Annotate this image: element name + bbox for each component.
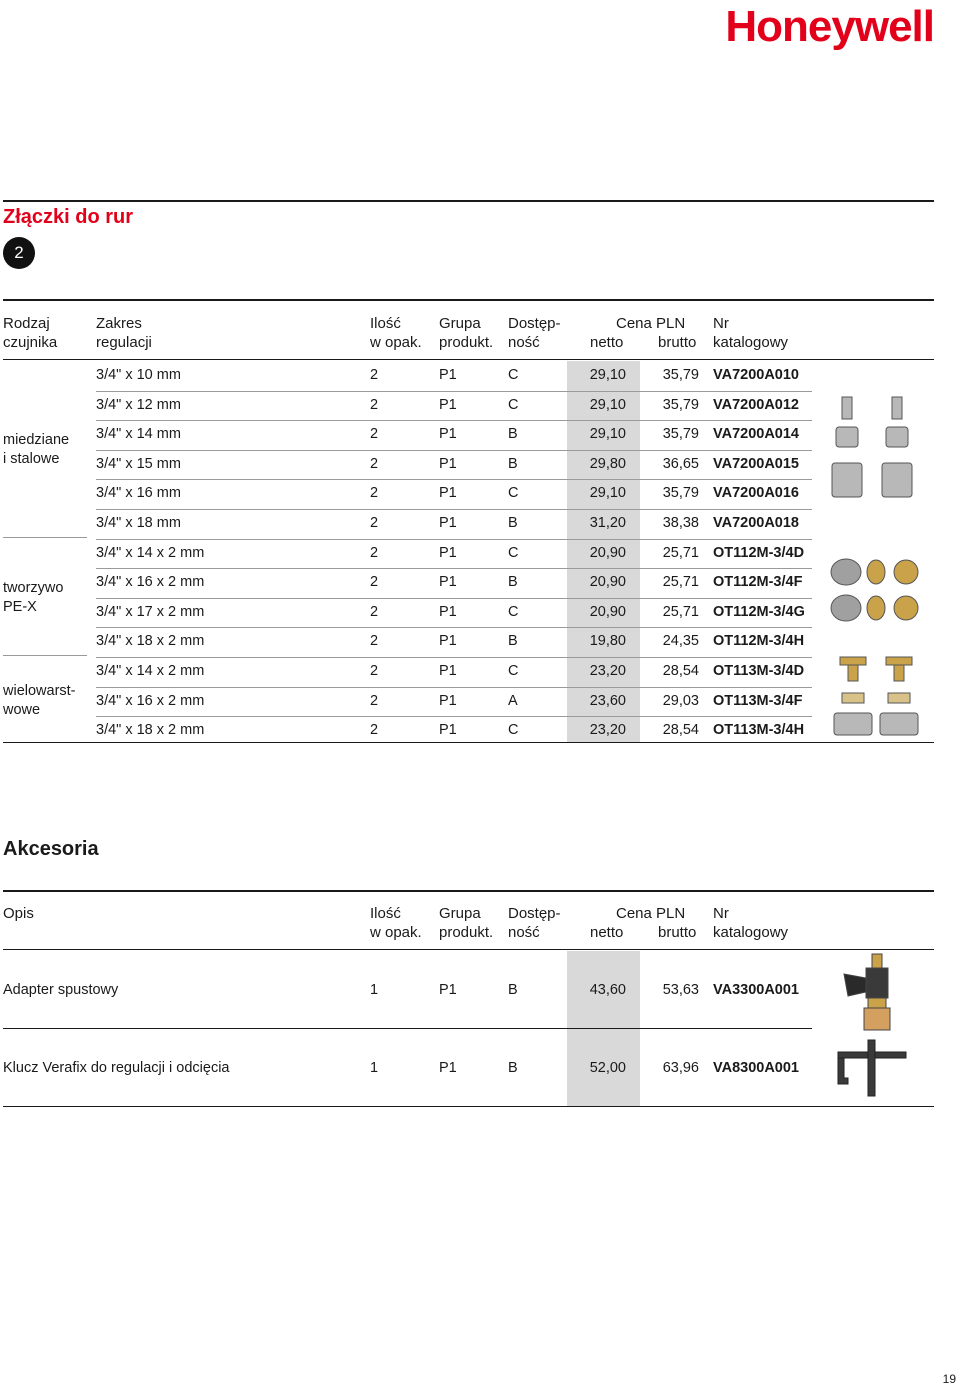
cell-catalog: VA7200A010 — [713, 367, 799, 383]
section-number-badge: 2 — [3, 237, 35, 269]
cell-group: P1 — [439, 603, 457, 620]
cell-netto: 29,10 — [589, 485, 626, 502]
cell-availability: A — [508, 692, 518, 709]
row-separator — [96, 391, 812, 392]
cell-netto: 23,20 — [589, 722, 626, 739]
cell-netto: 20,90 — [589, 544, 626, 561]
cell-availability: C — [508, 367, 519, 383]
cell-qty: 2 — [370, 396, 379, 413]
cell-catalog: OT112M-3/4D — [713, 544, 805, 561]
header-netto: netto — [590, 334, 624, 351]
header-availability: Dostęp- ność — [508, 315, 561, 351]
cell-brutto: 53,63 — [662, 982, 699, 998]
header-qty: Ilość w opak. — [370, 905, 422, 941]
section-title: Złączki do rur — [3, 206, 134, 228]
cell-description: Klucz Verafix do regulacji i odcięcia — [3, 1060, 230, 1076]
cell-qty: 2 — [370, 485, 379, 502]
cell-range: 3/4" x 14 mm — [96, 426, 181, 443]
header-price: Cena PLN — [616, 905, 686, 922]
cell-qty: 2 — [370, 574, 379, 591]
group-label-pex: tworzywo PE-X — [3, 580, 64, 615]
cell-availability: C — [508, 485, 519, 502]
section-divider — [3, 200, 934, 202]
table-top-rule — [3, 299, 934, 301]
cell-brutto: 24,35 — [662, 633, 699, 650]
row-separator — [96, 627, 812, 628]
cell-qty: 2 — [370, 426, 379, 443]
cell-group: P1 — [439, 455, 457, 472]
cell-group: P1 — [439, 982, 457, 998]
cell-netto: 20,90 — [589, 574, 626, 591]
cell-availability: B — [508, 515, 518, 531]
cell-catalog: VA7200A016 — [713, 485, 799, 502]
cell-availability: B — [508, 633, 518, 650]
cell-qty: 2 — [370, 515, 379, 531]
cell-netto: 23,20 — [589, 663, 626, 679]
cell-brutto: 29,03 — [662, 692, 699, 709]
cell-availability: B — [508, 426, 518, 443]
cell-range: 3/4" x 18 x 2 mm — [96, 722, 205, 739]
cell-qty: 2 — [370, 603, 379, 620]
cell-availability: C — [508, 396, 519, 413]
cell-range: 3/4" x 15 mm — [96, 455, 181, 472]
header-type: Rodzaj czujnika — [3, 315, 58, 351]
pex-fitting-image — [830, 556, 922, 626]
cell-group: P1 — [439, 1060, 457, 1076]
cell-qty: 2 — [370, 722, 379, 739]
row-separator — [96, 509, 812, 510]
cell-availability: C — [508, 603, 519, 620]
header-bottom-rule — [3, 359, 934, 360]
cell-netto: 29,10 — [589, 426, 626, 443]
cell-qty: 2 — [370, 633, 379, 650]
header-price: Cena PLN — [616, 315, 686, 332]
header-brutto: brutto — [658, 924, 697, 941]
cell-group: P1 — [439, 367, 457, 383]
cell-brutto: 25,71 — [662, 603, 699, 620]
cell-brutto: 35,79 — [662, 485, 699, 502]
cell-netto: 31,20 — [589, 515, 626, 531]
cell-range: 3/4" x 14 x 2 mm — [96, 663, 205, 679]
header-availability: Dostęp- ność — [508, 905, 561, 941]
cell-group: P1 — [439, 633, 457, 650]
cell-catalog: OT113M-3/4D — [713, 663, 805, 679]
row-separator — [96, 479, 812, 480]
cell-brutto: 28,54 — [662, 722, 699, 739]
cell-range: 3/4" x 14 x 2 mm — [96, 544, 205, 561]
cell-group: P1 — [439, 544, 457, 561]
cell-range: 3/4" x 12 mm — [96, 396, 181, 413]
cell-qty: 2 — [370, 367, 379, 383]
group-label-copper-steel: miedziane i stalowe — [3, 432, 70, 467]
cell-description: Adapter spustowy — [3, 982, 119, 998]
cell-brutto: 35,79 — [662, 426, 699, 443]
accessories-top-rule — [3, 890, 934, 892]
accessories-bottom-rule — [3, 1106, 934, 1107]
cell-qty: 1 — [370, 1060, 379, 1076]
cell-qty: 2 — [370, 455, 379, 472]
cell-brutto: 25,71 — [662, 574, 699, 591]
cell-catalog: OT112M-3/4F — [713, 574, 803, 591]
cell-qty: 2 — [370, 663, 379, 679]
cell-brutto: 38,38 — [662, 515, 699, 531]
cell-catalog: OT112M-3/4G — [713, 603, 805, 620]
group-label-multilayer: wielowarst- wowe — [3, 683, 76, 718]
header-netto: netto — [590, 924, 624, 941]
brass-compression-fitting-image — [830, 395, 934, 507]
cell-availability: B — [508, 982, 518, 998]
cell-catalog: VA3300A001 — [713, 982, 799, 998]
cell-range: 3/4" x 16 x 2 mm — [96, 692, 205, 709]
cell-availability: B — [508, 1060, 518, 1076]
cell-netto: 52,00 — [589, 1060, 626, 1076]
cell-availability: B — [508, 574, 518, 591]
cell-catalog: OT113M-3/4H — [713, 722, 805, 739]
cell-range: 3/4" x 16 mm — [96, 485, 181, 502]
cell-group: P1 — [439, 485, 457, 502]
cell-qty: 2 — [370, 692, 379, 709]
header-catalog: Nr katalogowy — [713, 905, 789, 941]
row-separator — [96, 598, 812, 599]
row-separator — [96, 420, 812, 421]
row-separator — [96, 568, 812, 569]
cell-group: P1 — [439, 426, 457, 443]
cell-range: 3/4" x 17 x 2 mm — [96, 603, 205, 620]
cell-qty: 1 — [370, 982, 379, 998]
page-number: 19 — [942, 1372, 956, 1386]
cell-netto: 19,80 — [589, 633, 626, 650]
cell-catalog: VA7200A014 — [713, 426, 799, 443]
cell-catalog: VA7200A018 — [713, 515, 799, 531]
row-separator — [96, 657, 812, 658]
cell-netto: 29,10 — [589, 367, 626, 383]
group-separator — [3, 655, 87, 656]
header-range: Zakres regulacji — [96, 315, 152, 351]
cell-group: P1 — [439, 722, 457, 739]
cell-group: P1 — [439, 396, 457, 413]
accessories-header-rule — [3, 949, 934, 950]
honeywell-logo: Honeywell — [725, 2, 934, 51]
table-bottom-rule — [3, 742, 934, 743]
cell-netto: 23,60 — [589, 692, 626, 709]
cell-brutto: 36,65 — [662, 455, 699, 472]
cell-netto: 29,10 — [589, 396, 626, 413]
accessories-title: Akcesoria — [3, 838, 99, 860]
cell-range: 3/4" x 18 mm — [96, 515, 181, 531]
cell-brutto: 25,71 — [662, 544, 699, 561]
header-catalog: Nr katalogowy — [713, 315, 789, 351]
cell-catalog: VA7200A015 — [713, 455, 799, 472]
cell-availability: C — [508, 544, 519, 561]
cell-brutto: 35,79 — [662, 367, 699, 383]
row-separator — [3, 1028, 812, 1029]
group-separator — [3, 537, 87, 538]
multilayer-fitting-image — [830, 655, 922, 739]
cell-range: 3/4" x 10 mm — [96, 367, 181, 383]
cell-brutto: 63,96 — [662, 1060, 699, 1076]
cell-netto: 20,90 — [589, 603, 626, 620]
verafix-key-image — [834, 1038, 912, 1100]
cell-qty: 2 — [370, 544, 379, 561]
cell-catalog: VA7200A012 — [713, 396, 799, 413]
cell-catalog: OT112M-3/4H — [713, 633, 805, 650]
cell-group: P1 — [439, 692, 457, 709]
cell-range: 3/4" x 16 x 2 mm — [96, 574, 205, 591]
cell-availability: B — [508, 455, 518, 472]
header-qty: Ilość w opak. — [370, 315, 422, 351]
header-group: Grupa produkt. — [439, 315, 494, 351]
row-separator — [96, 450, 812, 451]
row-separator — [96, 716, 812, 717]
cell-availability: C — [508, 722, 519, 739]
cell-catalog: OT113M-3/4F — [713, 692, 803, 709]
header-group: Grupa produkt. — [439, 905, 494, 941]
cell-group: P1 — [439, 574, 457, 591]
cell-catalog: VA8300A001 — [713, 1060, 799, 1076]
cell-netto: 29,80 — [589, 455, 626, 472]
cell-availability: C — [508, 663, 519, 679]
cell-range: 3/4" x 18 x 2 mm — [96, 633, 205, 650]
header-brutto: brutto — [658, 334, 697, 351]
row-separator — [96, 687, 812, 688]
header-description: Opis — [3, 905, 34, 922]
drain-adapter-image — [842, 952, 912, 1032]
row-separator — [96, 539, 812, 540]
cell-group: P1 — [439, 663, 457, 679]
cell-brutto: 28,54 — [662, 663, 699, 679]
cell-group: P1 — [439, 515, 457, 531]
cell-brutto: 35,79 — [662, 396, 699, 413]
cell-netto: 43,60 — [589, 982, 626, 998]
